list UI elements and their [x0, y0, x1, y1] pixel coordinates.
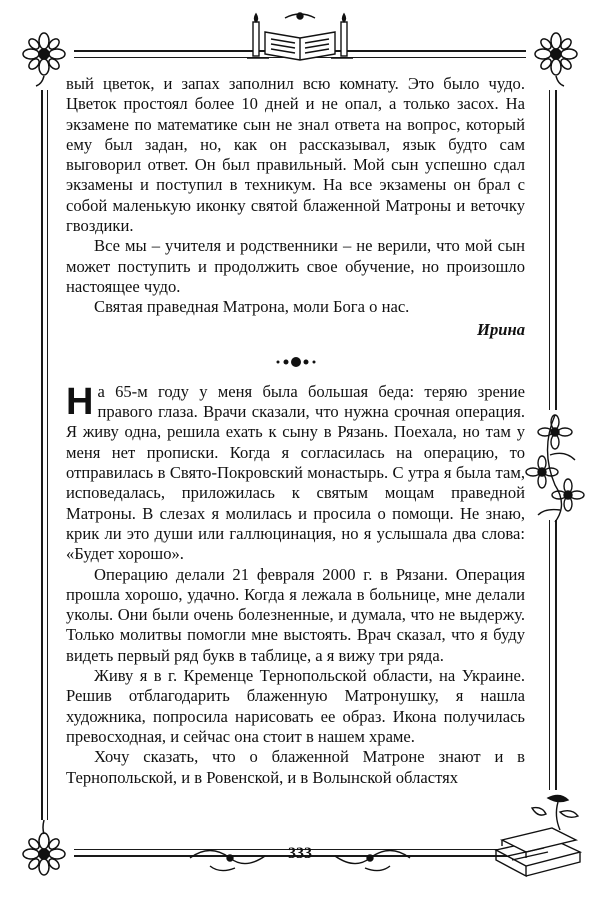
frame-right-line-inner [549, 90, 550, 410]
story-paragraph-first [66, 382, 525, 565]
page-text [66, 74, 525, 788]
top-book-candles-ornament [245, 10, 355, 65]
drop-cap: Н [66, 380, 94, 423]
frame-left-line [41, 90, 43, 820]
paragraph: Живу я в г. Кременце Тернопольской области, на Украине. Решив отблагодарить блаженную Матронушку, я нашла художника, попросила нарисовать ее образ. Икона получилась превосходная, и сейчас она стоит в нашем храме. [66, 666, 525, 746]
page-number: 333 [288, 845, 312, 862]
paragraph: Операцию делали 21 февраля 2000 г. в Рязани. Операция прошла хорошо, удачно. Когда я лежала в больнице, мне делали уколы. Они были очень болезненные, и думала, что не выдержу. Только молитвы помогли мне выстоять. Врач сказал, что я буду видеть первый ряд букв в таблице, а я вижу три ряда. [66, 564, 525, 665]
paragraph: вый цветок, и запах заполнил всю комнату. Это было чудо. Цветок простоял более 10 дней и не опал, а только засох. На экзамене по математике сын не знал ответа на вопрос, который ему был задан, но, как он рассказывал, язык будто сам выговорил ответ. Он был правильный. Мой сын успешно сдал экзамены и поступил в техникум. На все экзамены он брал с собой маленькую иконку святой блаженной Матроны и веточку гвоздики. [66, 74, 525, 236]
right-flower-ornament [520, 410, 590, 525]
section-divider-ornament [66, 354, 525, 370]
frame-left-line-inner [47, 90, 48, 820]
top-left-flower-ornament [14, 26, 74, 86]
frame-right-line [555, 90, 557, 410]
paragraph: Святая праведная Матрона, моли Бога о нас. [94, 297, 410, 317]
paragraph: Все мы – учителя и родственники – не верили, что мой сын может поступить и продолжить свое обучение, но произошло настоящее чудо. [66, 236, 525, 296]
bottom-right-books-ornament [488, 790, 588, 885]
top-right-flower-ornament [526, 26, 586, 86]
author-signature: Ирина [477, 319, 525, 339]
frame-right-line-lower [555, 520, 557, 790]
paragraph: Хочу сказать, что о блаженной Матроне знают и в Тернопольской, и в Ровенской, и в Волынской областях [66, 747, 525, 787]
story-text: а 65-м году у меня была большая беда: теряю зрение правого глаза. Врачи сказали, что нужна срочная операция. Я живу одна, решила ехать к сыну в Рязань. Поехала, но там у меня нет прописки. Когда я согласилась на операцию, то отправилась в Свято-Покровский монастырь. С утра я была там, исповедалась, приложилась к святым мощам праведной Матроны. В слезах я молилась и просила о помощи. Не знаю, крик ли это души или галлюцинация, но я услышала два слова: «Будет хорошо». [66, 381, 525, 564]
frame-right-line-lower-inner [549, 520, 550, 790]
